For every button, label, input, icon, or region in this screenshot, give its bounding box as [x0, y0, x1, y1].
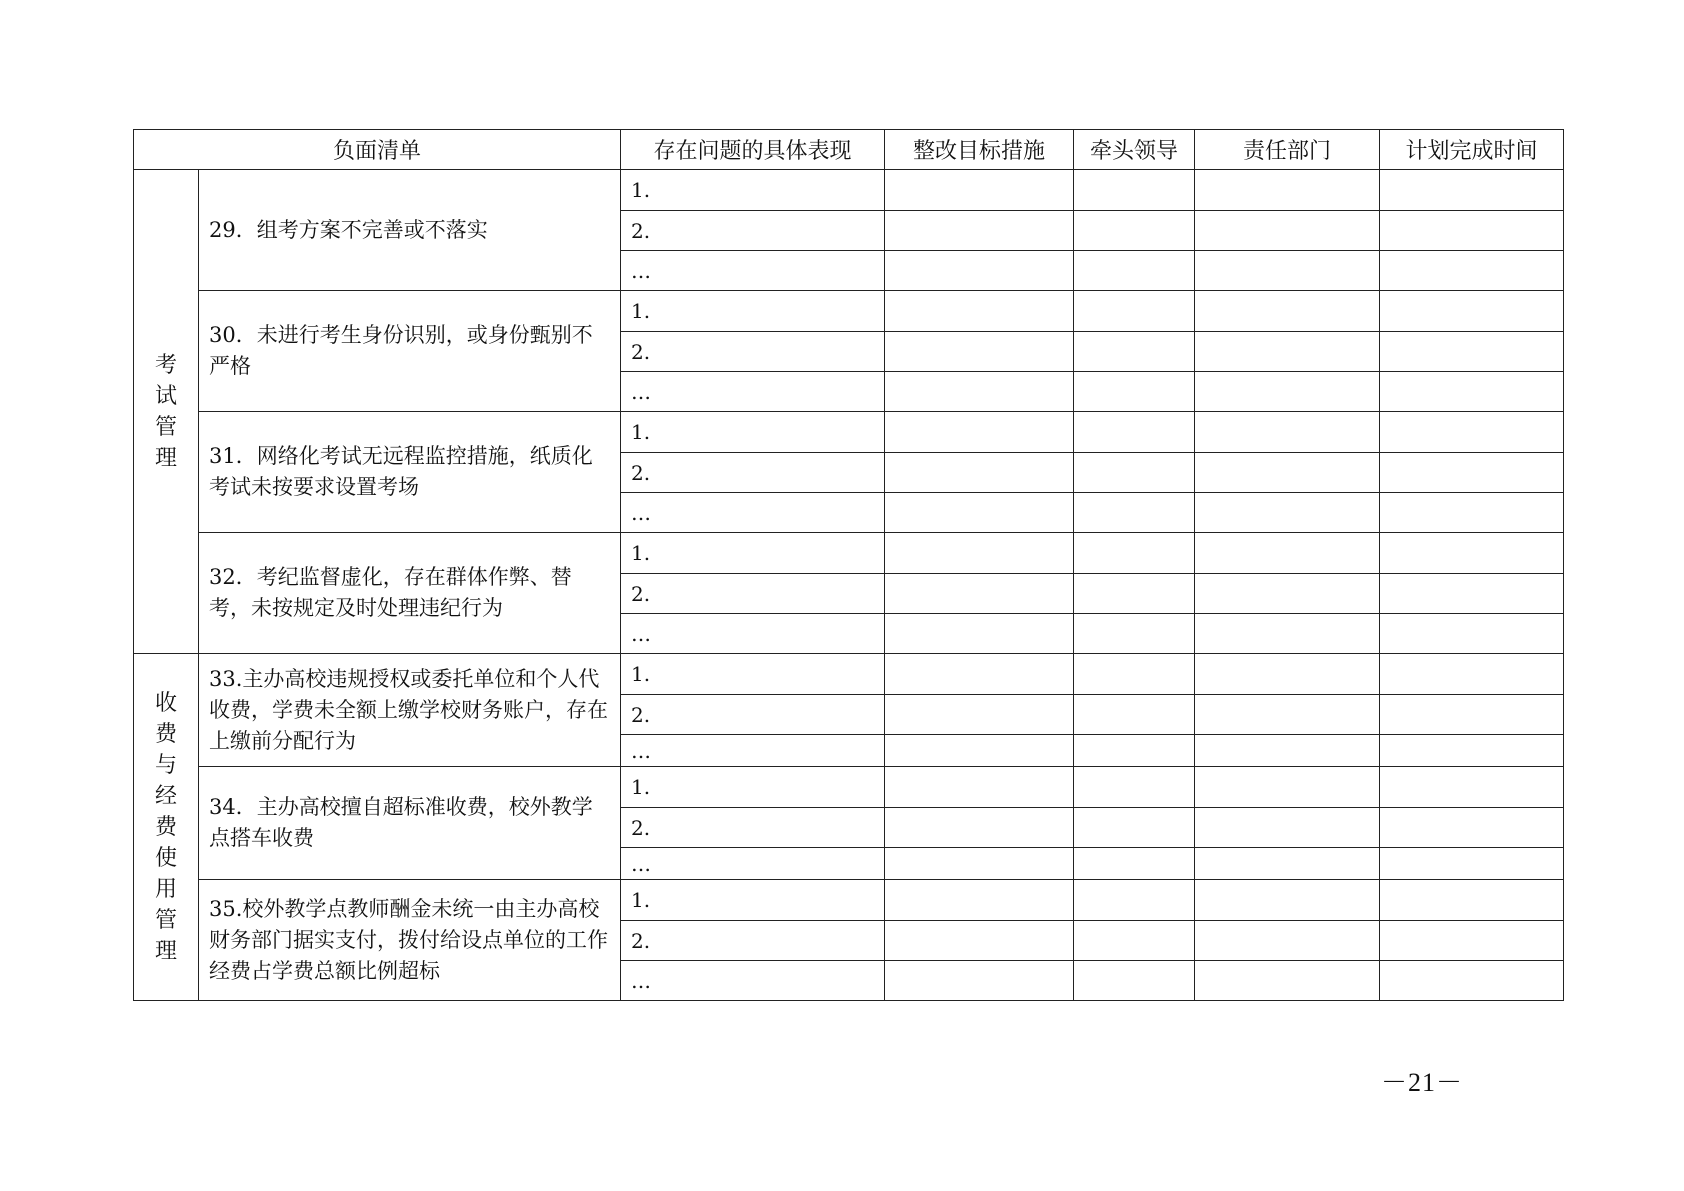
date-cell [1380, 921, 1564, 961]
problem-detail-cell: 1. [621, 291, 885, 332]
negative-list-table [133, 129, 1564, 1001]
leader-cell [1074, 332, 1195, 372]
measures-cell [885, 767, 1074, 808]
header-negative-list: 负面清单 [134, 130, 621, 170]
dept-cell [1195, 291, 1380, 332]
leader-cell [1074, 880, 1195, 921]
leader-cell [1074, 291, 1195, 332]
date-cell [1380, 880, 1564, 921]
dept-cell [1195, 735, 1380, 767]
date-cell [1380, 412, 1564, 453]
problem-detail-cell: 2. [621, 332, 885, 372]
problem-detail-cell: 2. [621, 921, 885, 961]
negative-item-text: 29．组考方案不完善或不落实 [199, 170, 621, 291]
leader-cell [1074, 961, 1195, 1001]
negative-item-text: 31．网络化考试无远程监控措施，纸质化考试未按要求设置考场 [199, 412, 621, 533]
leader-cell [1074, 533, 1195, 574]
date-cell [1380, 372, 1564, 412]
problem-detail-cell: … [621, 614, 885, 654]
measures-cell [885, 808, 1074, 848]
dept-cell [1195, 453, 1380, 493]
table-row [134, 880, 1564, 921]
dept-cell [1195, 767, 1380, 808]
measures-cell [885, 848, 1074, 880]
measures-cell [885, 453, 1074, 493]
measures-cell [885, 574, 1074, 614]
table-row [134, 533, 1564, 574]
leader-cell [1074, 493, 1195, 533]
problem-detail-cell: … [621, 735, 885, 767]
dept-cell [1195, 170, 1380, 211]
measures-cell [885, 921, 1074, 961]
measures-cell [885, 493, 1074, 533]
problem-detail-cell: … [621, 961, 885, 1001]
leader-cell [1074, 695, 1195, 735]
date-cell [1380, 493, 1564, 533]
date-cell [1380, 291, 1564, 332]
header-lead-leader: 牵头领导 [1074, 130, 1195, 170]
measures-cell [885, 291, 1074, 332]
dept-cell [1195, 533, 1380, 574]
problem-detail-cell: 2. [621, 453, 885, 493]
problem-detail-cell: … [621, 251, 885, 291]
dept-cell [1195, 372, 1380, 412]
measures-cell [885, 251, 1074, 291]
leader-cell [1074, 614, 1195, 654]
dept-cell [1195, 880, 1380, 921]
leader-cell [1074, 735, 1195, 767]
date-cell [1380, 614, 1564, 654]
dept-cell [1195, 211, 1380, 251]
date-cell [1380, 735, 1564, 767]
leader-cell [1074, 654, 1195, 695]
measures-cell [885, 961, 1074, 1001]
table-row [134, 654, 1564, 695]
measures-cell [885, 880, 1074, 921]
problem-detail-cell: … [621, 493, 885, 533]
header-rectification-measures: 整改目标措施 [885, 130, 1074, 170]
negative-item-text: 33.主办高校违规授权或委托单位和个人代收费，学费未全额上缴学校财务账户，存在上缴前分配行为 [199, 654, 621, 767]
problem-detail-cell: … [621, 848, 885, 880]
category-cell [134, 170, 199, 654]
dept-cell [1195, 961, 1380, 1001]
leader-cell [1074, 848, 1195, 880]
leader-cell [1074, 574, 1195, 614]
measures-cell [885, 170, 1074, 211]
problem-detail-cell: 1. [621, 170, 885, 211]
measures-cell [885, 412, 1074, 453]
dept-cell [1195, 921, 1380, 961]
date-cell [1380, 251, 1564, 291]
table-row [134, 291, 1564, 332]
problem-detail-cell: 2. [621, 574, 885, 614]
problem-detail-cell: 1. [621, 654, 885, 695]
leader-cell [1074, 767, 1195, 808]
problem-detail-cell: … [621, 372, 885, 412]
page-number: －21－ [1380, 1068, 1463, 1097]
measures-cell [885, 533, 1074, 574]
dept-cell [1195, 251, 1380, 291]
header-planned-date: 计划完成时间 [1380, 130, 1564, 170]
table-row [134, 170, 1564, 211]
problem-detail-cell: 2. [621, 695, 885, 735]
negative-item-text: 35.校外教学点教师酬金未统一由主办高校财务部门据实支付，拨付给设点单位的工作经费占学费总额比例超标 [199, 880, 621, 1001]
dept-cell [1195, 808, 1380, 848]
dept-cell [1195, 493, 1380, 533]
table-row [134, 767, 1564, 808]
category-cell [134, 654, 199, 1001]
date-cell [1380, 332, 1564, 372]
leader-cell [1074, 921, 1195, 961]
problem-detail-cell: 2. [621, 211, 885, 251]
measures-cell [885, 332, 1074, 372]
problem-detail-cell: 1. [621, 767, 885, 808]
problem-detail-cell: 2. [621, 808, 885, 848]
problem-detail-cell: 1. [621, 880, 885, 921]
category-label: 收费与经费使用管理 [154, 690, 177, 964]
measures-cell [885, 654, 1074, 695]
problem-detail-cell: 1. [621, 533, 885, 574]
date-cell [1380, 533, 1564, 574]
dept-cell [1195, 332, 1380, 372]
leader-cell [1074, 251, 1195, 291]
measures-cell [885, 211, 1074, 251]
negative-item-text: 32．考纪监督虚化，存在群体作弊、替考，未按规定及时处理违纪行为 [199, 533, 621, 654]
date-cell [1380, 848, 1564, 880]
date-cell [1380, 574, 1564, 614]
date-cell [1380, 808, 1564, 848]
dept-cell [1195, 614, 1380, 654]
dept-cell [1195, 695, 1380, 735]
header-responsible-dept: 责任部门 [1195, 130, 1380, 170]
table-row [134, 412, 1564, 453]
leader-cell [1074, 453, 1195, 493]
dept-cell [1195, 848, 1380, 880]
dept-cell [1195, 412, 1380, 453]
negative-item-text: 30．未进行考生身份识别，或身份甄别不严格 [199, 291, 621, 412]
date-cell [1380, 695, 1564, 735]
date-cell [1380, 767, 1564, 808]
problem-detail-cell: 1. [621, 412, 885, 453]
measures-cell [885, 695, 1074, 735]
leader-cell [1074, 372, 1195, 412]
date-cell [1380, 961, 1564, 1001]
header-row [134, 130, 1564, 170]
category-label: 考试管理 [154, 352, 177, 471]
date-cell [1380, 170, 1564, 211]
leader-cell [1074, 170, 1195, 211]
measures-cell [885, 614, 1074, 654]
negative-item-text: 34．主办高校擅自超标准收费，校外教学点搭车收费 [199, 767, 621, 880]
dept-cell [1195, 574, 1380, 614]
date-cell [1380, 654, 1564, 695]
date-cell [1380, 211, 1564, 251]
leader-cell [1074, 211, 1195, 251]
measures-cell [885, 735, 1074, 767]
leader-cell [1074, 412, 1195, 453]
measures-cell [885, 372, 1074, 412]
leader-cell [1074, 808, 1195, 848]
dept-cell [1195, 654, 1380, 695]
header-problem-detail: 存在问题的具体表现 [621, 130, 885, 170]
date-cell [1380, 453, 1564, 493]
